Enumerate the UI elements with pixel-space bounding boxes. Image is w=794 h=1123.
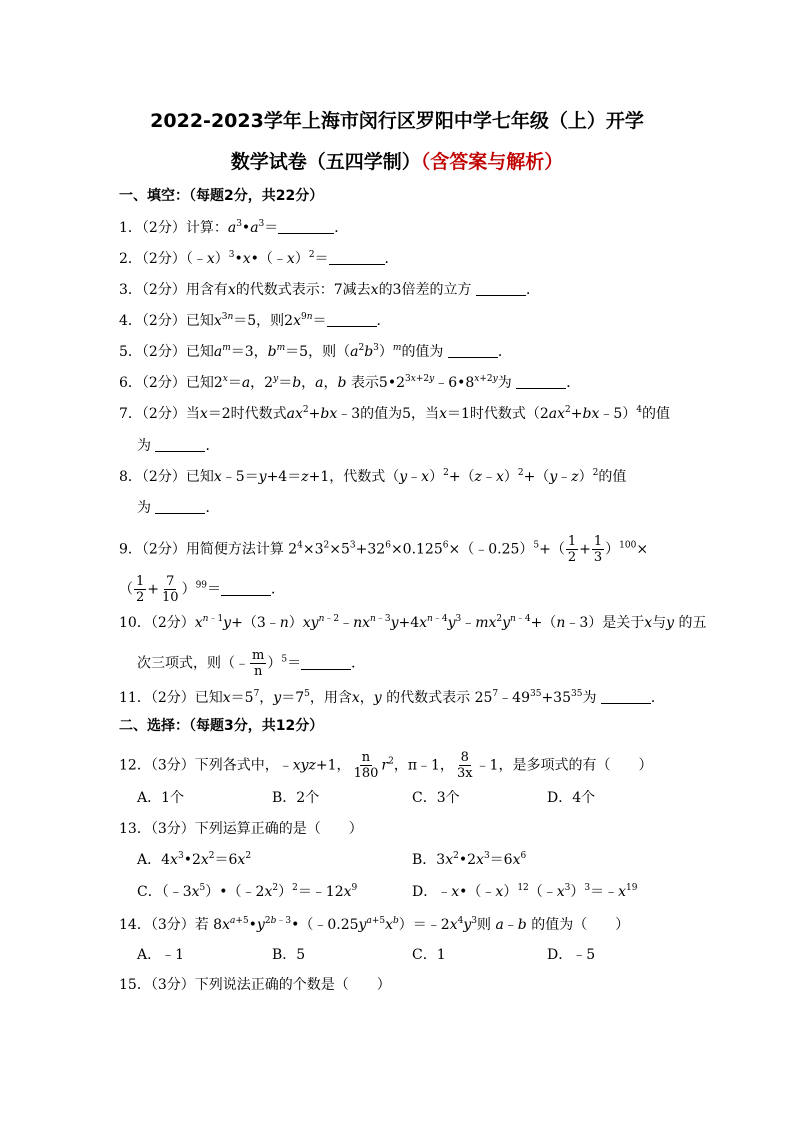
question-1: 1．（2分）计算：$a^3•a^3=$ ． bbox=[119, 219, 349, 236]
fraction: $\frac{n}{180}$ bbox=[353, 750, 379, 781]
question-3: 3．（2分）用含有x的代数式表示：7减去x的3倍差的立方 ． bbox=[119, 282, 540, 298]
question-5: 5．（2分）已知$a^m=3$，$b^m=5$，则$(a^2b^3)^m$的值为 ． bbox=[119, 343, 512, 360]
fraction: $\frac{1}{2}$ bbox=[567, 534, 577, 565]
q13-option-c[interactable]: C．$(﹣3x^5)•(﹣2x^2)^2=﹣12x^9$ bbox=[137, 883, 358, 900]
page-subtitle bbox=[0, 147, 794, 174]
q14-option-b[interactable]: B．5 bbox=[272, 947, 306, 963]
question-7: 7．（2分）当x＝2时代数式$ax^2+bx﹣3$的值为5，当x＝1时代数式$(2ax^2+bx﹣5)^4$的值 bbox=[119, 405, 671, 422]
page-title: 2022-2023学年上海市闵行区罗阳中学七年级（上）开学 bbox=[150, 110, 644, 132]
question-13: 13．（3分）下列运算正确的是（ ） bbox=[119, 821, 363, 837]
fraction: $\frac{m}{n}$ bbox=[252, 648, 265, 679]
q13-option-a[interactable]: A．$4x^3•2x^2=6x^2$ bbox=[137, 851, 252, 868]
question-7-cont: 为 ． bbox=[137, 438, 220, 454]
question-10-cont: 次三项式，则（﹣ $\frac{m}{n}$ ）$^5$＝ ． bbox=[137, 648, 366, 679]
question-2: 2．（2分）（﹣x）$^3$•x•（﹣x）$^2$＝ ． bbox=[119, 250, 399, 267]
q13-option-b[interactable]: B．$3x^2•2x^3=6x^6$ bbox=[412, 851, 527, 868]
question-9: 9．（2分）用简便方法计算 $2^4\times 3^2\times 5^3+32^6\times 0.125^6\times(﹣0.25)^5+$（ $\frac{1}{2}$ + $\frac{1}{3}$ ）$^{100}$× bbox=[119, 534, 649, 565]
q14-option-c[interactable]: C．1 bbox=[412, 947, 446, 963]
q13-option-d[interactable]: D．$﹣x•(﹣x)^{12}(﹣x^3)^3=﹣x^{19}$ bbox=[412, 883, 638, 900]
q12-option-b[interactable]: B．2个 bbox=[272, 790, 320, 806]
question-10: 10．（2分）$x^{n﹣1}y+(3﹣n)xy^{n﹣2}﹣nx^{n﹣3}y+4x^{n﹣4}y^3﹣mx^2y^{n﹣4}+(n﹣3)$是关于x与y 的五 bbox=[119, 614, 707, 631]
question-12: 12．（3分）下列各式中，﹣xyz+1， $\frac{n}{180}$ $r^2$，π﹣1， $\frac{8}{3x}$ ﹣1，是多项式的有（ ） bbox=[119, 750, 653, 781]
question-8: 8．（2分）已知x﹣5＝y+4＝z+1，代数式（y﹣x）$^2$+（z﹣x）$^2$+（y﹣z）$^2$的值 bbox=[119, 468, 627, 485]
question-9-cont: （ $\frac{1}{2}$ + $\frac{7}{10}$ ）$^{99}$＝ ． bbox=[119, 574, 286, 605]
fraction: $\frac{8}{3x}$ bbox=[456, 750, 473, 781]
q14-option-d[interactable]: D．﹣5 bbox=[547, 947, 596, 963]
subtitle-answer-note: （含答案与解析） bbox=[420, 151, 564, 173]
question-8-cont: 为 ． bbox=[137, 500, 220, 516]
question-14: 14．（3分）若 $8x^{a+5}•y^{2b﹣3}•(﹣0.25y^{a+5}x^b)=﹣2x^4y^3$则 a﹣b 的值为（ ） bbox=[119, 916, 630, 933]
subtitle-main: 数学试卷（五四学制） bbox=[230, 151, 421, 173]
q12-option-d[interactable]: D．4个 bbox=[547, 790, 596, 806]
question-15: 15．（3分）下列说法正确的个数是（ ） bbox=[119, 977, 391, 993]
fraction: $\frac{1}{3}$ bbox=[593, 534, 603, 565]
section-choice-heading: 二、选择：（每题3分，共12分） bbox=[119, 718, 324, 734]
question-4: 4．（2分）已知$x^{3n}=5$，则$2x^{9n}=$ ． bbox=[119, 312, 391, 329]
q12-option-c[interactable]: C．3个 bbox=[412, 790, 460, 806]
q12-option-a[interactable]: A．1个 bbox=[137, 790, 185, 806]
section-fill-in-heading: 一、填空：（每题2分，共22分） bbox=[119, 188, 324, 204]
fraction: $\frac{7}{10}$ bbox=[162, 574, 179, 605]
question-11: 11．（2分）已知$x=5^7$，$y=7^5$，用含x，y 的代数式表示 $25^7﹣49^{35}+35^{35}$为 ． bbox=[119, 689, 665, 706]
q14-option-a[interactable]: A．﹣1 bbox=[137, 947, 185, 963]
question-6: 6．（2分）已知$2^x=a$，$2^y=b$，a，b 表示$5•2^{3x+2y}﹣6•8^{x+2y}$为 ． bbox=[119, 374, 581, 391]
fraction: $\frac{1}{2}$ bbox=[136, 574, 145, 605]
